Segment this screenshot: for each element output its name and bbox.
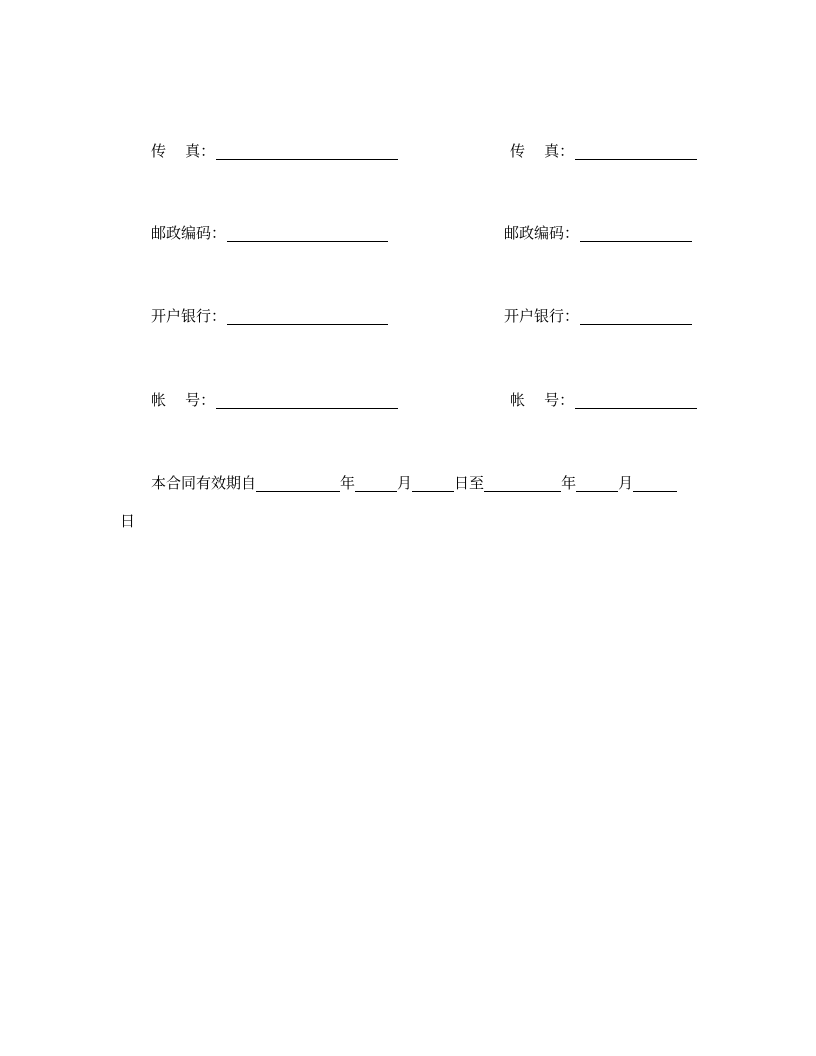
right-fax-label: 传 真： <box>510 142 575 160</box>
left-fax-field <box>151 136 398 160</box>
right-bank-label: 开户银行： <box>504 307 580 325</box>
end-day-blank[interactable] <box>633 473 677 492</box>
end-year-blank[interactable] <box>484 473 561 492</box>
right-postal-code-field <box>504 218 692 242</box>
left-account-label: 帐 号： <box>151 391 216 409</box>
start-month-blank[interactable] <box>355 473 397 492</box>
left-bank-label: 开户银行： <box>151 307 227 325</box>
contract-term-line <box>151 468 677 492</box>
right-bank-field <box>504 301 692 325</box>
end-day-label: 日 <box>120 512 136 530</box>
left-postal-code-blank[interactable] <box>227 223 388 242</box>
right-postal-code-label: 邮政编码： <box>504 224 580 242</box>
left-fax-label: 传 真： <box>151 142 216 160</box>
left-postal-code-field <box>151 218 388 242</box>
start-day-blank[interactable] <box>412 473 454 492</box>
right-account-blank[interactable] <box>575 390 697 409</box>
right-postal-code-blank[interactable] <box>580 223 692 242</box>
start-year-label: 年 <box>340 474 356 492</box>
right-fax-blank[interactable] <box>575 141 697 160</box>
right-bank-blank[interactable] <box>580 306 692 325</box>
start-month-label: 月 <box>397 474 413 492</box>
left-account-blank[interactable] <box>216 390 398 409</box>
end-month-label: 月 <box>618 474 634 492</box>
left-account-field <box>151 385 398 409</box>
left-postal-code-label: 邮政编码： <box>151 224 227 242</box>
left-fax-blank[interactable] <box>216 141 398 160</box>
start-year-blank[interactable] <box>256 473 340 492</box>
right-fax-field <box>510 136 697 160</box>
day-to-label: 日至 <box>454 474 485 492</box>
left-bank-field <box>151 301 388 325</box>
right-account-label: 帐 号： <box>510 391 575 409</box>
right-account-field <box>510 385 697 409</box>
left-bank-blank[interactable] <box>227 306 388 325</box>
term-prefix: 本合同有效期自 <box>151 474 257 492</box>
end-year-label: 年 <box>561 474 577 492</box>
end-month-blank[interactable] <box>576 473 618 492</box>
